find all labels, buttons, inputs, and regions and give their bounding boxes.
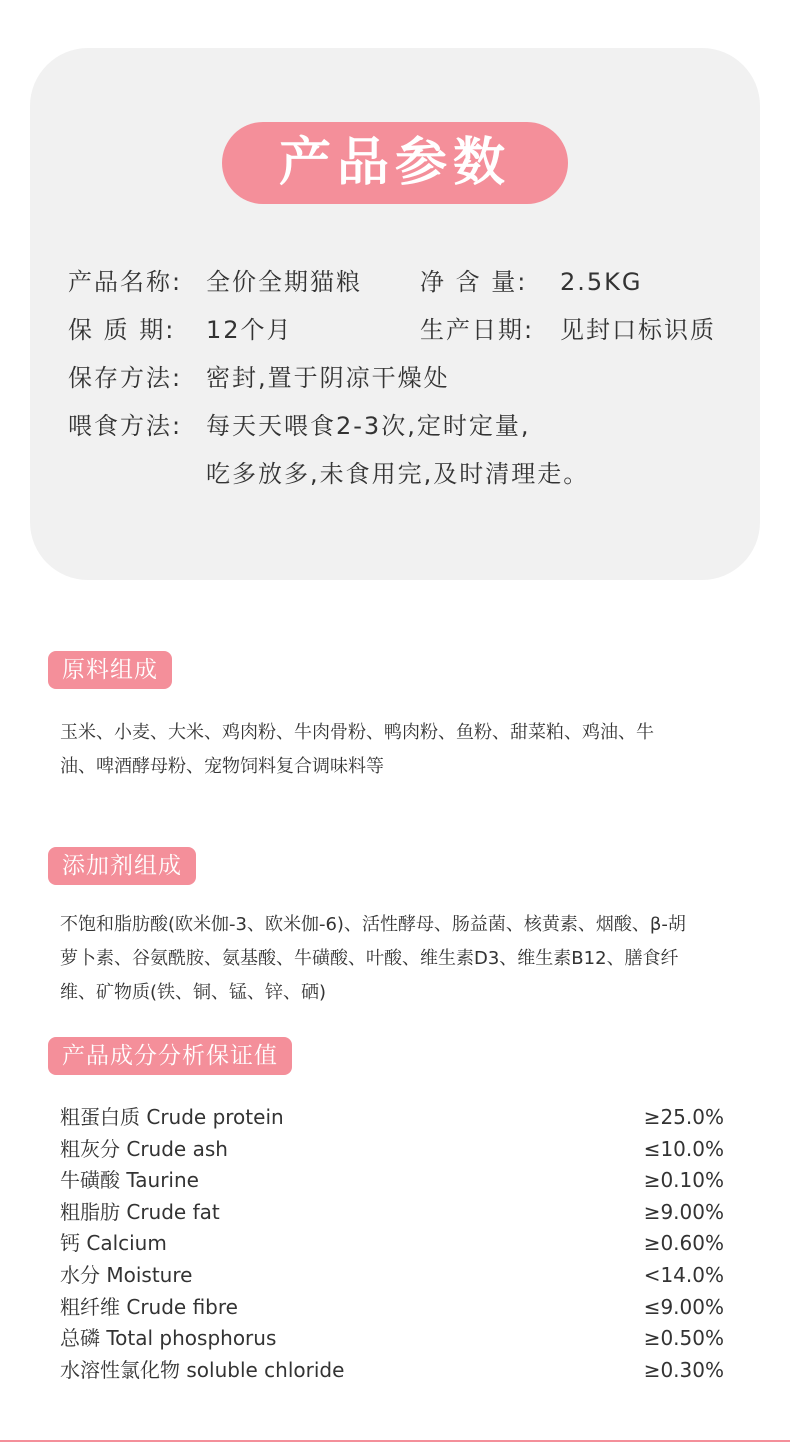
analysis-item-value: ≤9.00% (643, 1294, 724, 1319)
feeding-value-line1: 每天天喂食2-3次,定时定量, (206, 412, 531, 440)
additives-line: 不饱和脂肪酸(欧米伽-3、欧米伽-6)、活性酵母、肠益菌、核黄素、烟酸、β-胡 (60, 914, 686, 935)
analysis-item-name: 粗蛋白质 Crude protein (60, 1105, 284, 1129)
analysis-item-name: 粗灰分 Crude ash (60, 1136, 228, 1161)
production-date-value: 见封口标识质 (560, 316, 716, 344)
analysis-item-value: ≥0.60% (643, 1231, 724, 1256)
analysis-row (60, 1260, 724, 1292)
bottom-divider (0, 1440, 790, 1442)
analysis-item-value: <14.0% (643, 1262, 724, 1287)
analysis-row (60, 1197, 724, 1229)
ingredients-line: 油、啤酒酵母粉、宠物饲料复合调味料等 (60, 756, 384, 777)
analysis-row (60, 1292, 724, 1324)
storage-value: 密封,置于阴凉干燥处 (206, 364, 450, 392)
additives-text (60, 908, 750, 1010)
analysis-item-name: 钙 Calcium (60, 1231, 167, 1256)
analysis-row (60, 1355, 724, 1387)
ingredients-tag: 原料组成 (48, 651, 172, 689)
analysis-item-name: 总磷 Total phosphorus (60, 1326, 277, 1351)
analysis-item-value: ≥0.10% (643, 1168, 724, 1193)
production-date-label: 生产日期: (420, 316, 535, 344)
analysis-item-name: 牛磺酸 Taurine (60, 1168, 199, 1193)
analysis-row (60, 1165, 724, 1197)
analysis-item-value: ≥0.50% (643, 1326, 724, 1351)
analysis-item-name: 粗纤维 Crude fibre (60, 1294, 238, 1319)
additives-tag: 添加剂组成 (48, 847, 196, 885)
analysis-row (60, 1323, 724, 1355)
storage-label: 保存方法: (68, 364, 183, 392)
shelf-life-label: 保 质 期: (68, 316, 176, 344)
ingredients-line: 玉米、小麦、大米、鸡肉粉、牛肉骨粉、鸭肉粉、鱼粉、甜菜粕、鸡油、牛 (60, 722, 654, 743)
feeding-value-line2: 吃多放多,未食用完,及时清理走。 (206, 460, 590, 488)
analysis-item-name: 粗脂肪 Crude fat (60, 1199, 220, 1224)
shelf-life-value: 12个月 (206, 316, 293, 344)
additives-line: 维、矿物质(铁、铜、锰、锌、硒) (60, 982, 327, 1003)
analysis-tag: 产品成分分析保证值 (48, 1037, 292, 1075)
params-title: 产品参数 (222, 122, 568, 204)
analysis-table (60, 1102, 724, 1386)
analysis-row (60, 1134, 724, 1166)
product-name-label: 产品名称: (68, 268, 183, 296)
analysis-item-value: ≥9.00% (643, 1199, 724, 1224)
feeding-label: 喂食方法: (68, 412, 183, 440)
analysis-item-value: ≤10.0% (643, 1136, 724, 1161)
analysis-item-name: 水溶性氯化物 soluble chloride (60, 1357, 345, 1382)
additives-line: 萝卜素、谷氨酰胺、氨基酸、牛磺酸、叶酸、维生素D3、维生素B12、膳食纤 (60, 948, 679, 969)
analysis-item-value: ≥25.0% (643, 1105, 724, 1129)
analysis-item-name: 水分 Moisture (60, 1262, 193, 1287)
analysis-row (60, 1102, 724, 1134)
ingredients-text (60, 716, 750, 784)
analysis-item-value: ≥0.30% (643, 1357, 724, 1382)
net-weight-label: 净 含 量: (420, 268, 528, 296)
product-name-value: 全价全期猫粮 (206, 268, 362, 296)
analysis-row (60, 1228, 724, 1260)
net-weight-value: 2.5KG (560, 268, 643, 296)
